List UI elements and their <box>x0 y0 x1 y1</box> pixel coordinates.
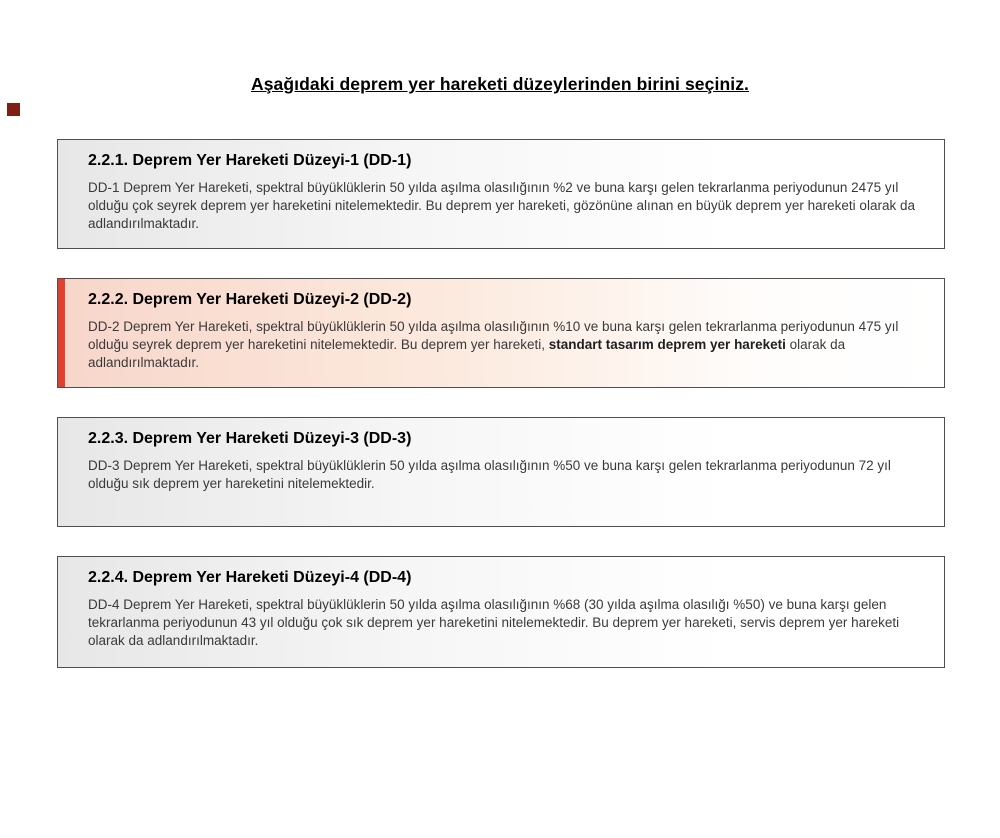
option-description: DD-3 Deprem Yer Hareketi, spektral büyüklüklerin 50 yılda aşılma olasılığının %50 ve buna karşı gelen tekrarlanma periyodunun 72 yıl olduğu sık deprem yer hareketini nitelemektedir. <box>88 458 891 491</box>
option-heading: 2.2.4. Deprem Yer Hareketi Düzeyi-4 (DD-4) <box>88 569 412 586</box>
option-heading: 2.2.2. Deprem Yer Hareketi Düzeyi-2 (DD-2) <box>88 291 412 308</box>
option-card-dd3[interactable] <box>57 417 945 527</box>
selected-accent-bar <box>58 279 65 387</box>
option-card-dd4[interactable] <box>57 556 945 668</box>
option-heading: 2.2.1. Deprem Yer Hareketi Düzeyi-1 (DD-1) <box>88 152 412 169</box>
option-description: DD-4 Deprem Yer Hareketi, spektral büyüklüklerin 50 yılda aşılma olasılığının %68 (30 yılda aşılma olasılığı %50) ve buna karşı gelen tekrarlanma periyodunun 43 yıl olduğu çok sık deprem yer hareketini nitelemektedir. Bu deprem yer hareketi, servis deprem yer hareketi olarak da adlandırılmaktadır. <box>88 597 900 648</box>
option-heading: 2.2.3. Deprem Yer Hareketi Düzeyi-3 (DD-3) <box>88 430 412 447</box>
option-description: DD-1 Deprem Yer Hareketi, spektral büyüklüklerin 50 yılda aşılma olasılığının %2 ve buna karşı gelen tekrarlanma periyodunun 2475 yıl olduğu çok seyrek deprem yer hareketini nitelemektedir. Bu deprem yer hareketi, gözönüne alınan en büyük deprem yer hareketi olarak da adlandırılmaktadır. <box>88 180 915 231</box>
page-title: Aşağıdaki deprem yer hareketi düzeylerinden birini seçiniz. <box>250 74 750 94</box>
red-square-marker-icon <box>7 103 20 116</box>
option-card-dd1[interactable] <box>57 139 945 249</box>
option-description: DD-2 Deprem Yer Hareketi, spektral büyüklüklerin 50 yılda aşılma olasılığının %10 ve buna karşı gelen tekrarlanma periyodunun 475 yıl olduğu seyrek deprem yer hareketini nitelemektedir. Bu deprem yer hareketi, standart tasarım deprem yer hareketi olarak da adlandırılmaktadır. <box>88 319 899 370</box>
option-card-dd2-selected[interactable] <box>57 278 945 388</box>
ground-motion-option-list <box>57 139 945 668</box>
